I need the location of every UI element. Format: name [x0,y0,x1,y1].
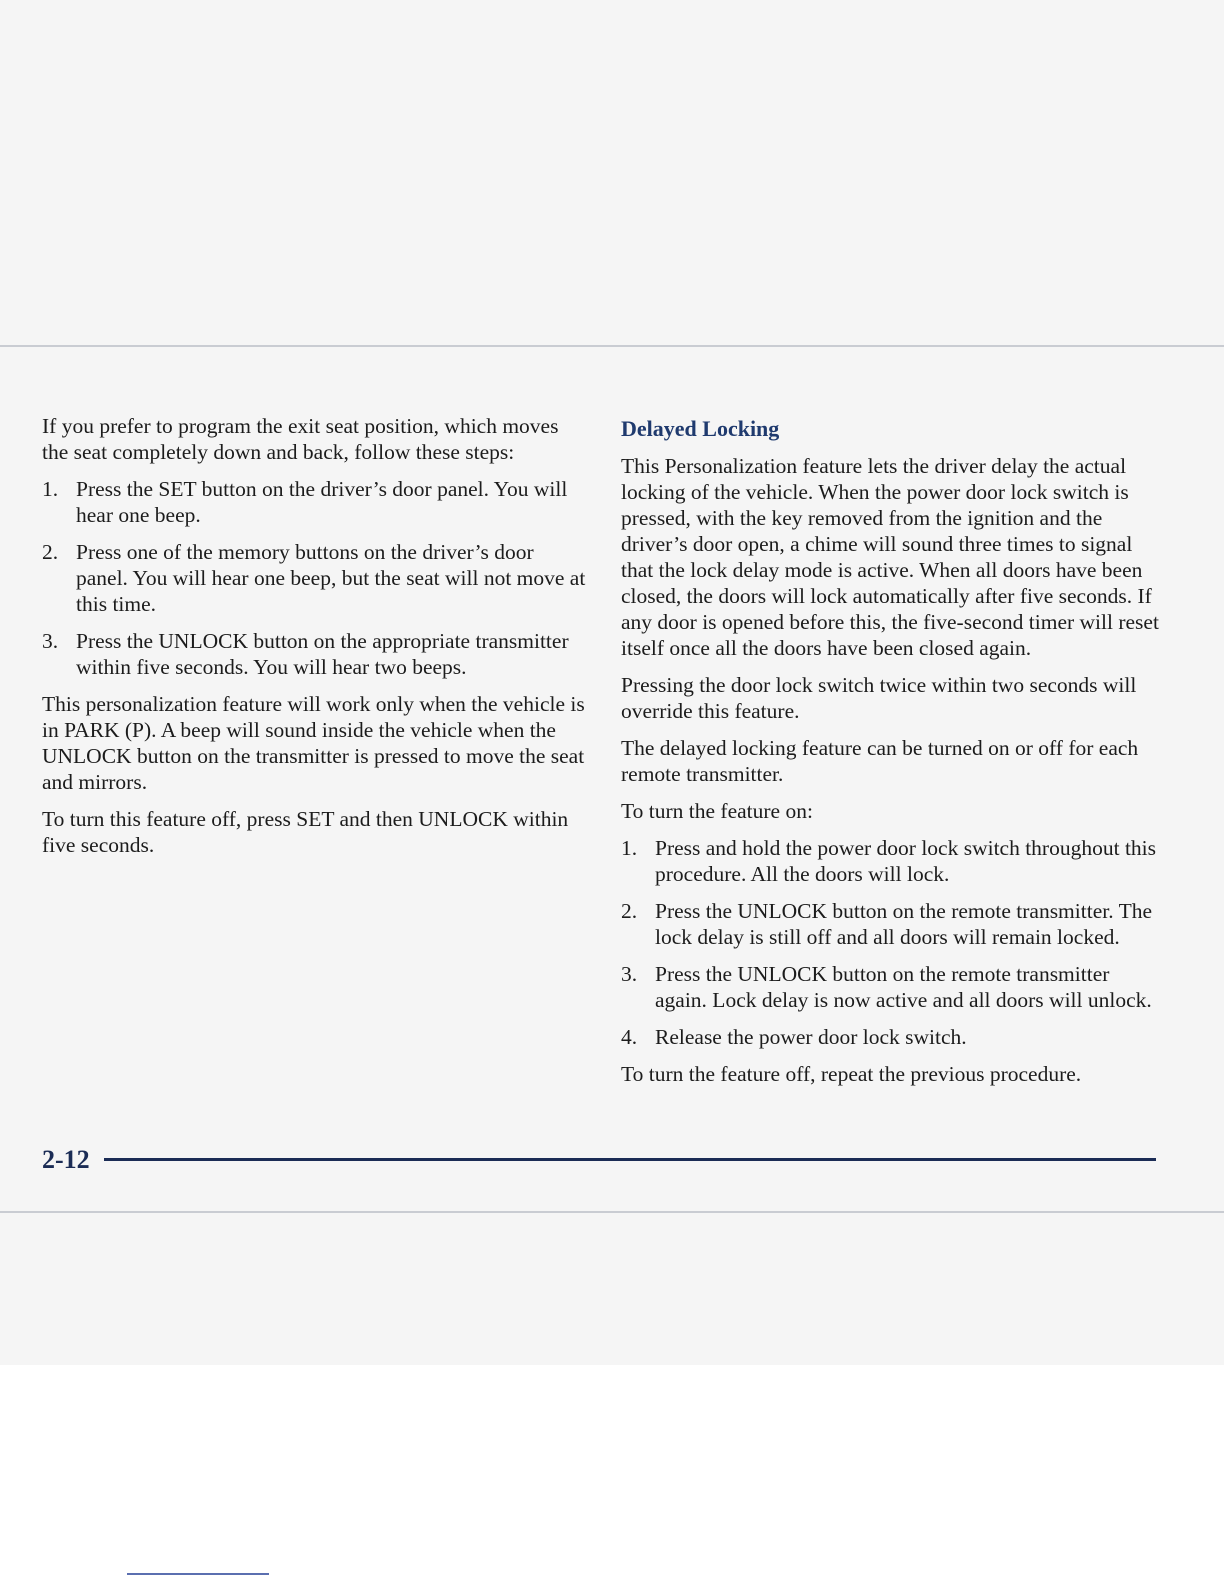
page-number: 2-12 [42,1145,90,1174]
footer-rule [104,1158,1156,1161]
step-number: 4. [621,1025,638,1049]
bottom-divider [0,1211,1224,1213]
step-number: 1. [42,477,59,501]
step-number: 3. [621,962,638,986]
step-number: 1. [621,836,638,860]
exit-seat-steps [42,476,590,680]
description-paragraph: This Personalization feature lets the driver delay the actual locking of the vehicle. When the power door lock switch is pressed, with the key removed from the ignition and the driver’s door open, a chime will sound three times to signal that the lock delay mode is active. When all doors have been closed, the doors will lock automatically after five seconds. If any door is opened before this, the five-second timer will reset itself once all the doors have been closed again. [621,454,1159,660]
toggle-paragraph: The delayed locking feature can be turned on or off for each remote transmitter. [621,736,1139,786]
step-text: Press the UNLOCK button on the appropriate transmitter within five seconds. You will hear two beeps. [76,629,569,679]
turn-off-paragraph: To turn the feature off, repeat the previous procedure. [621,1062,1082,1086]
list-item [42,539,590,617]
list-item [621,898,1161,950]
top-divider [0,345,1224,347]
list-item [621,835,1161,887]
delayed-locking-steps [621,835,1161,1050]
turn-off-paragraph: To turn this feature off, press SET and then UNLOCK within five seconds. [42,807,569,857]
step-text: Press the UNLOCK button on the remote transmitter again. Lock delay is now active and all doors will unlock. [655,962,1152,1012]
list-item [42,628,590,680]
step-text: Press the UNLOCK button on the remote transmitter. The lock delay is still off and all doors will remain locked. [655,899,1153,949]
list-item [621,1024,1161,1050]
left-column [42,413,590,869]
step-number: 2. [621,899,638,923]
scan-artifact-line [127,1573,269,1575]
intro-paragraph: If you prefer to program the exit seat position, which moves the seat completely down and back, follow these steps: [42,414,559,464]
turn-on-intro: To turn the feature on: [621,799,813,823]
step-text: Press one of the memory buttons on the driver’s door panel. You will hear one beep, but the seat will not move at this time. [76,540,586,616]
step-text: Press and hold the power door lock switch throughout this procedure. All the doors will lock. [655,836,1157,886]
park-paragraph: This personalization feature will work only when the vehicle is in PARK (P). A beep will sound inside the vehicle when the UNLOCK button on the transmitter is pressed to move the seat and mirrors. [42,692,585,794]
right-column [621,413,1161,1098]
step-number: 2. [42,540,59,564]
step-text: Press the SET button on the driver’s door panel. You will hear one beep. [76,477,568,527]
step-number: 3. [42,629,59,653]
step-text: Release the power door lock switch. [655,1025,967,1049]
list-item [42,476,590,528]
list-item [621,961,1161,1013]
override-paragraph: Pressing the door lock switch twice within two seconds will override this feature. [621,673,1137,723]
section-heading: Delayed Locking [621,416,780,441]
page-footer [42,1144,1156,1176]
